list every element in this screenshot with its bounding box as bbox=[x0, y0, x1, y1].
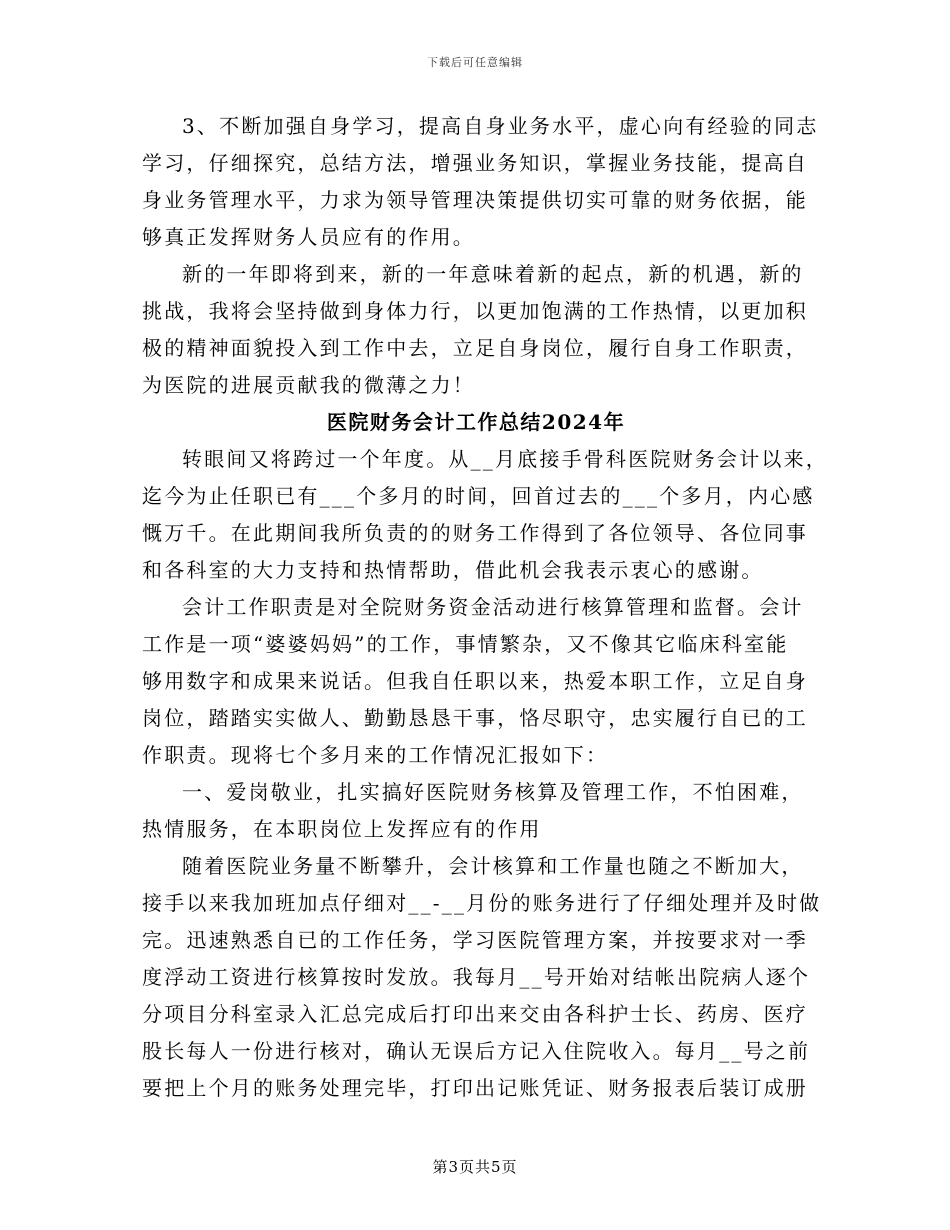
text-line: 转眼间又将跨过一个年度。从__月底接手骨科医院财务会计以来， bbox=[182, 447, 828, 471]
page-number: 第3页共5页 bbox=[432, 1158, 518, 1176]
text-line: 够真正发挥财务人员应有的作用。 bbox=[142, 225, 475, 249]
paragraph-section-one bbox=[142, 774, 810, 848]
paragraph-learning bbox=[142, 108, 819, 256]
text-line: 极的精神面貌投入到工作中去，立足自身岗位，履行自身工作职责， bbox=[142, 336, 808, 360]
text-line: 够用数字和成果来说话。但我自任职以来，热爱本职工作，立足自身 bbox=[142, 669, 808, 693]
text-line: 挑战，我将会坚持做到身体力行，以更加饱满的工作热情，以更加积 bbox=[142, 299, 808, 323]
paragraph-new-year bbox=[142, 256, 810, 404]
text-line: 度浮动工资进行核算按时发放。我每月__号开始对结帐出院病人逐个 bbox=[142, 965, 811, 989]
text-line: 分项目分科室录入汇总完成后打印出来交由各科护士长、药房、医疗 bbox=[142, 1002, 808, 1026]
text-line: 迄今为止任职已有___个多月的时间，回首过去的___个多月，内心感 bbox=[142, 484, 815, 508]
text-line: 慨万千。在此期间我所负责的的财务工作得到了各位领导、各位同事 bbox=[142, 521, 808, 545]
text-line: 岗位，踏踏实实做人、勤勤恳恳干事，恪尽职守，忠实履行自已的工 bbox=[142, 706, 808, 730]
text-line: 要把上个月的账务处理完毕，打印出记账凭证、财务报表后装订成册 bbox=[142, 1076, 808, 1100]
text-line: 为医院的进展贡献我的微薄之力！ bbox=[142, 373, 475, 397]
text-line: 完。迅速熟悉自已的工作任务，学习医院管理方案，并按要求对一季 bbox=[142, 928, 808, 952]
section-title: 医院财务会计工作总结2024年 bbox=[326, 410, 626, 434]
text-line: 一、爱岗敬业，扎实搞好医院财务核算及管理工作，不怕困难， bbox=[182, 780, 804, 804]
text-line: 热情服务，在本职岗位上发挥应有的作用 bbox=[142, 817, 542, 841]
text-line: 身业务管理水平，力求为领导管理决策提供切实可靠的财务依据，能 bbox=[142, 188, 808, 212]
paragraph-duties bbox=[142, 589, 810, 774]
text-line: 股长每人一份进行核对，确认无误后方记入住院收入。每月__号之前 bbox=[142, 1039, 811, 1063]
paragraph-intro bbox=[142, 441, 828, 589]
document-body bbox=[142, 108, 828, 1107]
text-line: 新的一年即将到来，新的一年意味着新的起点，新的机遇，新的 bbox=[182, 262, 804, 286]
text-line: 工作是一项“婆婆妈妈”的工作，事情繁杂，又不像其它临床科室能 bbox=[142, 632, 789, 656]
text-line: 3、不断加强自身学习，提高自身业务水平，虚心向有经验的同志 bbox=[182, 114, 819, 138]
text-line: 会计工作职责是对全院财务资金活动进行核算管理和监督。会计 bbox=[182, 595, 804, 619]
paragraph-workload bbox=[142, 848, 822, 1107]
text-line: 和各科室的大力支持和热情帮助，借此机会我表示衷心的感谢。 bbox=[142, 558, 764, 582]
text-line: 学习，仔细探究，总结方法，增强业务知识，掌握业务技能，提高自 bbox=[142, 151, 808, 175]
text-line: 随着医院业务量不断攀升，会计核算和工作量也随之不断加大， bbox=[182, 854, 804, 878]
page-header: 下载后可任意编辑 bbox=[427, 56, 523, 69]
text-line: 接手以来我加班加点仔细对__-__月份的账务进行了仔细处理并及时做 bbox=[142, 891, 822, 915]
text-line: 作职责。现将七个多月来的工作情况汇报如下： bbox=[142, 743, 609, 767]
